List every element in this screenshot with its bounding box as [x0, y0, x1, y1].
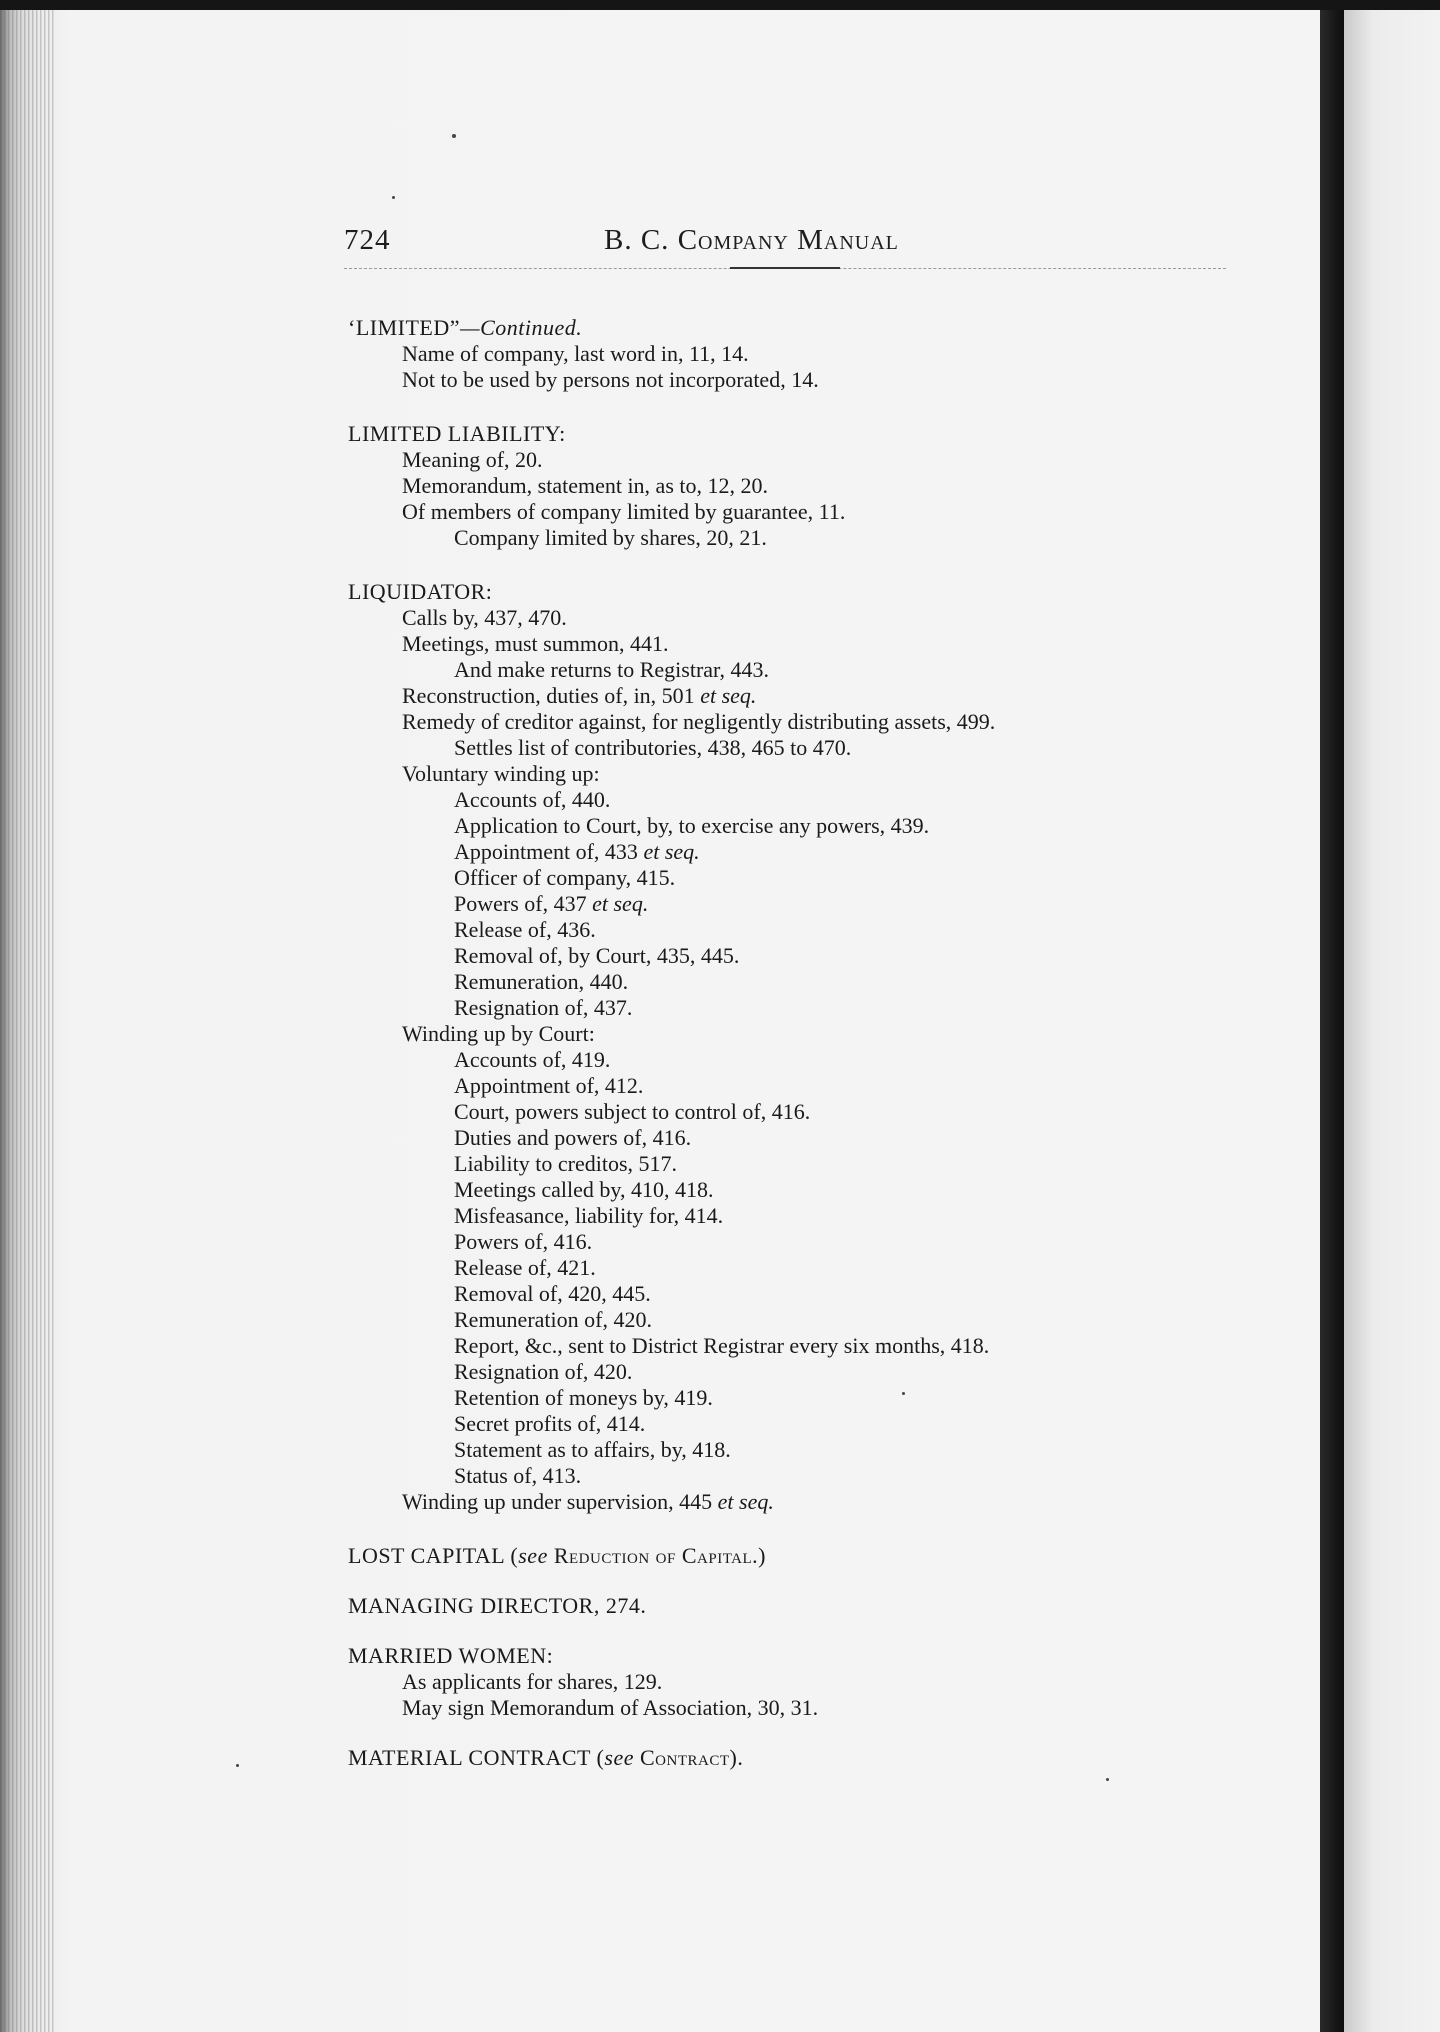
- index-column: [348, 315, 1248, 1799]
- index-subsubentry: Company limited by shares, 20, 21.: [454, 525, 767, 550]
- running-header: [344, 224, 1226, 264]
- index-subsubentry: Powers of, 437 et seq.: [454, 891, 649, 916]
- index-subentry: Meetings, must summon, 441.: [402, 631, 669, 656]
- index-heading: LIMITED LIABILITY:: [348, 421, 566, 446]
- index-subsubentry: And make returns to Registrar, 443.: [454, 657, 769, 682]
- index-subsubentry: Resignation of, 437.: [454, 995, 633, 1020]
- index-subsubentry: Remuneration of, 420.: [454, 1307, 652, 1332]
- index-subsubentry: Meetings called by, 410, 418.: [454, 1177, 714, 1202]
- index-subsubentry: Liability to creditos, 517.: [454, 1151, 678, 1176]
- index-heading: LIQUIDATOR:: [348, 579, 493, 604]
- running-title-prefix: B. C.: [604, 224, 670, 256]
- index-subsubentry: Statement as to affairs, by, 418.: [454, 1437, 731, 1462]
- index-heading: MATERIAL CONTRACT (see Contract).: [348, 1745, 744, 1770]
- index-subsubentry: Release of, 436.: [454, 917, 596, 942]
- index-heading: ‘LIMITED”—Continued.: [348, 315, 583, 340]
- running-title-main: Company Manual: [677, 224, 899, 256]
- index-heading: MARRIED WOMEN:: [348, 1643, 554, 1668]
- index-subentry: Winding up under supervision, 445 et seq.: [402, 1489, 774, 1514]
- index-entry-married-women: [348, 1643, 1248, 1721]
- index-subsubentry: Appointment of, 433 et seq.: [454, 839, 700, 864]
- index-subentry: Meaning of, 20.: [402, 447, 543, 472]
- index-subentry: Memorandum, statement in, as to, 12, 20.: [402, 473, 768, 498]
- index-subentry: Name of company, last word in, 11, 14.: [402, 341, 749, 366]
- cross-reference: Reduction of Capital: [553, 1543, 753, 1568]
- index-entry-limited-liability: [348, 421, 1248, 551]
- index-subentry: May sign Memorandum of Association, 30, 31.: [402, 1695, 819, 1720]
- index-subsubentry: Secret profits of, 414.: [454, 1411, 646, 1436]
- index-subsubentry: Release of, 421.: [454, 1255, 596, 1280]
- facing-page-edge: [1344, 10, 1440, 2032]
- index-subsubentry: Settles list of contributories, 438, 465 to 470.: [454, 735, 852, 760]
- page-number: 724: [344, 224, 391, 256]
- index-heading: MANAGING DIRECTOR, 274.: [348, 1593, 647, 1618]
- index-subsubentry: Court, powers subject to control of, 416.: [454, 1099, 811, 1124]
- running-title: [604, 224, 899, 257]
- index-subentry: Of members of company limited by guarantee, 11.: [402, 499, 846, 524]
- index-subsubentry: Remuneration, 440.: [454, 969, 629, 994]
- index-subsubentry: Status of, 413.: [454, 1463, 582, 1488]
- index-subsubentry: Powers of, 416.: [454, 1229, 593, 1254]
- index-subsubentry: Misfeasance, liability for, 414.: [454, 1203, 724, 1228]
- index-subsubentry: Application to Court, by, to exercise any powers, 439.: [454, 813, 930, 838]
- index-entry-material-contract: [348, 1745, 1248, 1771]
- index-entry-liquidator: [348, 579, 1248, 1515]
- index-subsubentry: Accounts of, 440.: [454, 787, 611, 812]
- ink-speck: [236, 1764, 239, 1767]
- index-subsubentry: Duties and powers of, 416.: [454, 1125, 692, 1150]
- cross-reference: Contract: [639, 1745, 730, 1770]
- ink-speck: [452, 134, 456, 138]
- page-edge-stack: [0, 10, 56, 2032]
- index-subentry: Calls by, 437, 470.: [402, 605, 567, 630]
- index-subsubentry: Report, &c., sent to District Registrar every six months, 418.: [454, 1333, 990, 1358]
- index-subentry: Not to be used by persons not incorporated, 14.: [402, 367, 819, 392]
- index-subentry: Remedy of creditor against, for negligently distributing assets, 499.: [402, 709, 996, 734]
- index-subsubentry: Appointment of, 412.: [454, 1073, 644, 1098]
- index-subsubentry: Officer of company, 415.: [454, 865, 676, 890]
- book-gutter: [1320, 10, 1344, 2032]
- index-entry-managing-director: [348, 1593, 1248, 1619]
- index-subentry: Reconstruction, duties of, in, 501 et seq.: [402, 683, 757, 708]
- index-entry-lost-capital: [348, 1543, 1248, 1569]
- index-heading: LOST CAPITAL (see Reduction of Capital.): [348, 1543, 766, 1568]
- index-subsubentry: Removal of, by Court, 435, 445.: [454, 943, 740, 968]
- index-subsubentry: Retention of moneys by, 419.: [454, 1385, 713, 1410]
- index-subentry-voluntary: Voluntary winding up:: [402, 761, 600, 786]
- index-subentry: As applicants for shares, 129.: [402, 1669, 663, 1694]
- index-entry-limited: [348, 315, 1248, 393]
- index-subentry-court: Winding up by Court:: [402, 1021, 595, 1046]
- index-subsubentry: Accounts of, 419.: [454, 1047, 611, 1072]
- index-subsubentry: Removal of, 420, 445.: [454, 1281, 651, 1306]
- index-subsubentry: Resignation of, 420.: [454, 1359, 633, 1384]
- header-rule-accent: [730, 267, 840, 269]
- ink-speck: [392, 196, 395, 199]
